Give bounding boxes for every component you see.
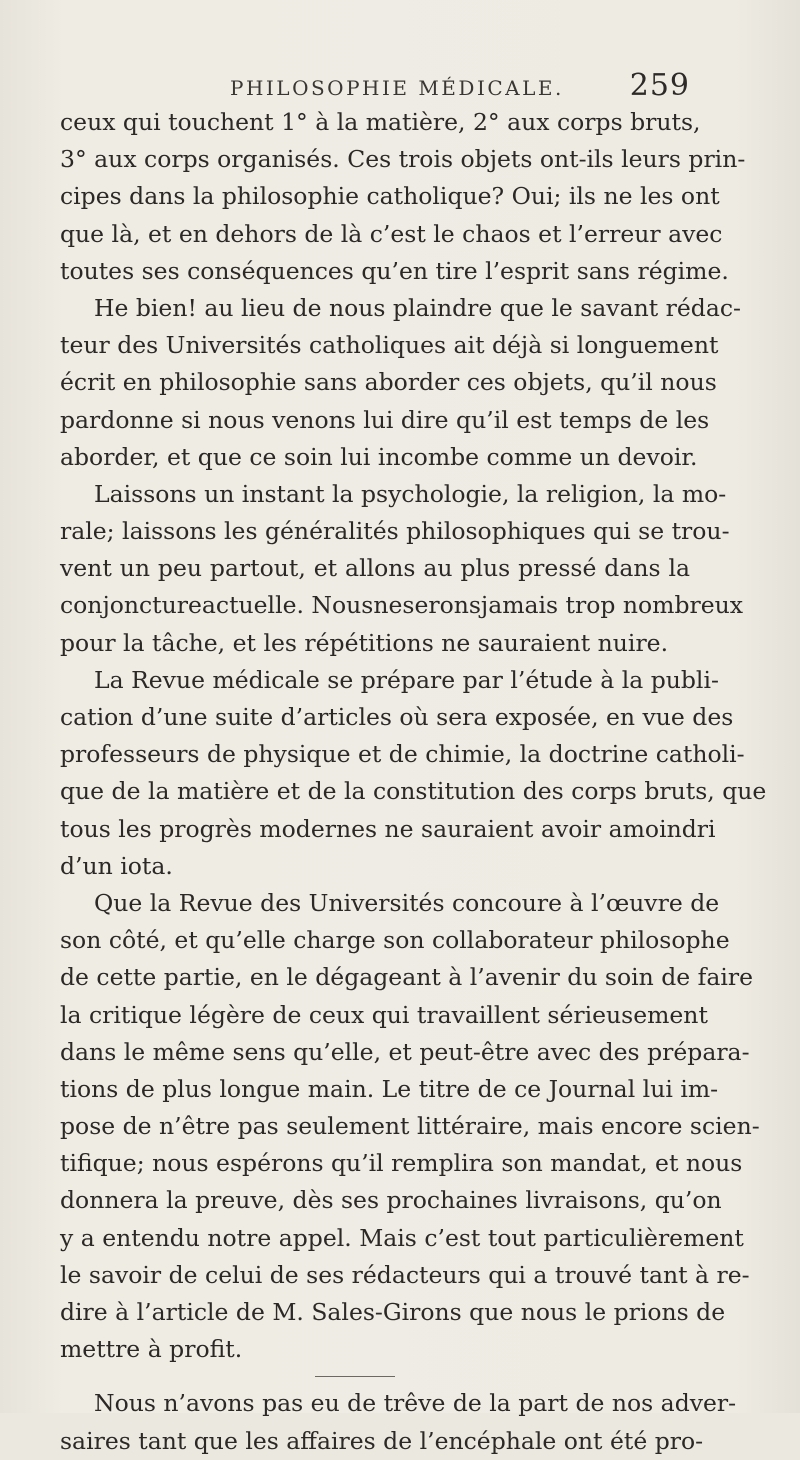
text-line: de cette partie, en le dégageant à l’avenir du soin de faire [60,963,754,992]
text-line: dans le même sens qu’elle, et peut-être avec des prépara- [60,1037,750,1066]
text-line: aborder, et que ce soin lui incombe comme un devoir. [60,442,698,471]
running-title: PHILOSOPHIE MÉDICALE. [230,76,564,100]
text-line: Nous n’avons pas eu de trêve de la part de nos adver- [94,1389,737,1418]
text-line: Laissons un instant la psychologie, la religion, la mo- [94,479,727,508]
text-line: tions de plus longue main. Le titre de ce Journal lui im- [60,1074,719,1103]
text-line: que de la matière et de la constitution des corps bruts, que [60,777,767,806]
text-line: écrit en philosophie sans aborder ces objets, qu’il nous [60,368,717,397]
paragraph [60,104,746,290]
text-line: donnera la preuve, dès ses prochaines livraisons, qu’on [60,1186,722,1215]
page-number: 259 [629,68,690,103]
text-line: pose de n’être pas seulement littéraire, mais encore scien- [60,1112,760,1141]
text-line: vent un peu partout, et allons au plus pressé dans la [60,554,690,583]
text-line: toutes ses conséquences qu’en tire l’esprit sans régime. [60,256,729,285]
text-line: cipes dans la philosophie catholique? Oui; ils ne les ont [60,182,720,211]
text-line: cation d’une suite d’articles où sera exposée, en vue des [60,703,734,731]
text-line: He bien! au lieu de nous plaindre que le savant rédac- [94,293,741,322]
text-line: professeurs de physique et de chimie, la doctrine catholi- [60,740,745,769]
paragraph [60,476,744,662]
paragraph [60,662,767,885]
text-line: la critique légère de ceux qui travaillent sérieusement [60,1000,708,1029]
running-head [60,66,690,106]
section-divider [315,1376,395,1377]
text-line: d’un iota. [60,851,173,880]
text-line: La Revue médicale se prépare par l’étude à la publi- [94,665,719,694]
text-line: tous les progrès modernes ne sauraient avoir amoindri [60,814,716,843]
text-line: 3° aux corps organisés. Ces trois objets ont-ils leurs prin- [60,145,746,174]
body-text [60,104,767,1460]
paragraph [60,290,741,476]
paragraph [60,1385,737,1459]
text-line: rale; laissons les généralités philosophiques qui se trou- [60,517,730,546]
text-line: que là, et en dehors de là c’est le chaos et l’erreur avec [60,219,723,248]
text-line: son côté, et qu’elle charge son collaborateur philosophe [60,926,730,955]
text-line: y a entendu notre appel. Mais c’est tout particulièrement [60,1223,744,1252]
text-line: saires tant que les affaires de l’encéphale ont été pro- [60,1426,704,1455]
text-line: mettre à profit. [60,1335,243,1364]
text-line: tifique; nous espérons qu’il remplira son mandat, et nous [60,1149,743,1178]
text-line: conjonctureactuelle. Nousneseronsjamais trop nombreux [60,591,744,620]
text-line: pour la tâche, et les répétitions ne sauraient nuire. [60,628,669,657]
text-line: ceux qui touchent 1° à la matière, 2° aux corps bruts, [60,108,701,136]
paragraph [60,885,760,1368]
text-line: pardonne si nous venons lui dire qu’il est temps de les [60,405,710,434]
text-line: teur des Universités catholiques ait déjà si longuement [60,331,719,360]
text-line: dire à l’article de M. Sales-Girons que nous le prions de [60,1298,726,1326]
text-line: Que la Revue des Universités concoure à l’œuvre de [94,888,720,917]
text-line: le savoir de celui de ses rédacteurs qui a trouvé tant à re- [60,1260,750,1289]
